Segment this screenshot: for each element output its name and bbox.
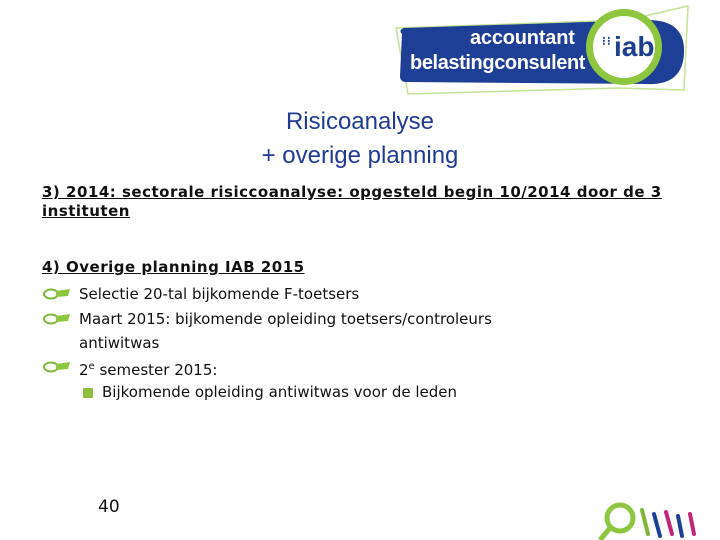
bullet-text: Maart 2015: bijkomende opleiding toetsers/controleurs — [79, 310, 492, 328]
bullet-icon — [42, 288, 72, 300]
square-bullet-icon — [83, 388, 93, 398]
slide-title-line-2: + overige planning — [261, 142, 459, 169]
logo-line-belastingconsulent: belastingconsulent — [410, 52, 586, 74]
logo-iab-text: iab — [614, 31, 655, 62]
item-3-text: 3) 2014: sectorale risiccoanalyse: opgesteld begin 10/2014 door de 3 instituten — [42, 183, 662, 220]
bullet-text-pre: 2 — [79, 361, 89, 379]
bullet-icon — [42, 361, 72, 373]
decorative-stripes-icon — [590, 488, 720, 540]
page-number: 40 — [98, 497, 120, 517]
logo-iab-mark — [602, 27, 655, 67]
bullet-text — [79, 355, 217, 382]
bullet-text: Selectie 20-tal bijkomende F-toetsers — [79, 285, 360, 303]
logo-line-accountant: accountant — [470, 27, 575, 49]
bullet-text-continuation: antiwitwas — [79, 334, 160, 352]
item-4-heading: 4) Overige planning IAB 2015 — [42, 258, 305, 276]
logo-dots-icon: ⁝⁝ — [602, 34, 612, 48]
sub-bullet-text: Bijkomende opleiding antiwitwas voor de leden — [102, 383, 458, 401]
iab-logo — [388, 2, 690, 100]
ordinal-superscript: e — [88, 361, 95, 372]
bullet-text-post: semester 2015: — [94, 361, 218, 379]
bullet-icon — [42, 313, 72, 325]
slide-title-line-1: Risicoanalyse — [285, 108, 435, 135]
